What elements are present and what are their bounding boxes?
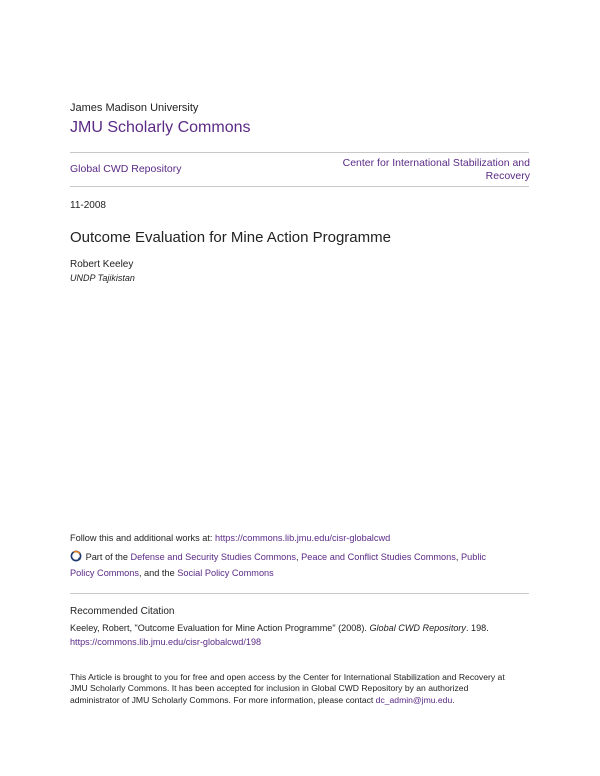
part-of-sep-2: , [455,552,459,562]
top-divider [70,152,529,153]
part-of-prefix: Part of the [85,552,128,562]
citation-repository: Global CWD Repository [369,623,466,633]
public-policy-commons-link-end[interactable]: Policy Commons [70,568,139,578]
citation-heading: Recommended Citation [70,606,175,617]
cisr-line-1: Center for International Stabilization and [342,157,530,169]
cisr-line-2: Recovery [485,169,530,182]
defense-security-commons-link[interactable]: Defense and Security Studies Commons [130,552,296,562]
author-name: Robert Keeley [70,259,134,270]
notice-line-2: JMU Scholarly Commons. It has been accepted for inclusion in Global CWD Repository by an authorized [70,683,469,694]
collection-link-global-cwd[interactable]: Global CWD Repository [70,163,182,175]
notice-line-3: administrator of JMU Scholarly Commons. For more information, please contact [70,694,374,705]
contact-email-link[interactable]: dc_admin@jmu.edu [375,694,453,705]
collection-link-cisr[interactable] [343,157,530,182]
citation-divider [70,593,529,594]
citation-url-link[interactable]: https://commons.lib.jmu.edu/cisr-globalcwd/198 [70,636,262,647]
author-affiliation: UNDP Tajikistan [70,273,135,283]
follow-text: Follow this and additional works at: [70,533,213,543]
site-title-link[interactable]: JMU Scholarly Commons [70,119,251,136]
notice-line-1: This Article is brought to you for free and open access by the Center for International Stabilization and Recovery at [70,672,505,682]
citation-text: Keeley, Robert, "Outcome Evaluation for Mine Action Programme" (2008). [70,623,367,633]
paper-title: Outcome Evaluation for Mine Action Programme [70,229,391,246]
part-of-sep-1: , [295,552,299,562]
social-policy-commons-link[interactable]: Social Policy Commons [177,568,274,578]
part-of-block [70,549,540,581]
access-notice [70,672,540,706]
follow-url-link[interactable]: https://commons.lib.jmu.edu/cisr-globalcwd [215,533,391,543]
peace-conflict-commons-link[interactable]: Peace and Conflict Studies Commons [301,552,456,562]
follow-line [70,533,390,543]
notice-end: . [452,694,455,705]
citation-body [70,622,540,649]
public-policy-commons-link-start[interactable]: Public [460,552,486,562]
citation-number: . 198. [465,623,489,633]
part-of-sep-3: , and the [138,568,175,578]
collection-divider [70,186,529,187]
university-name: James Madison University [70,102,199,114]
publication-date: 11-2008 [70,200,106,211]
open-access-icon [70,550,82,562]
